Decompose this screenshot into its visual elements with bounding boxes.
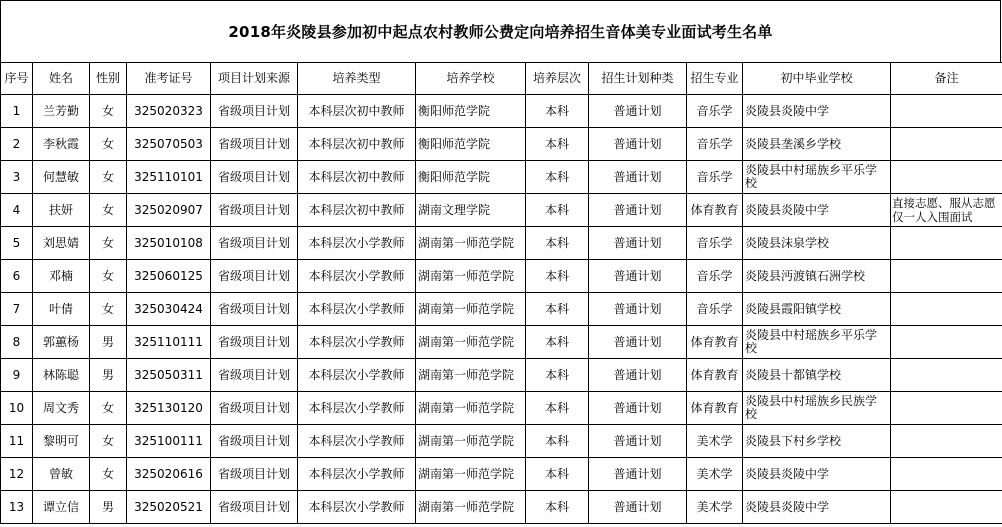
middle-school-cell: 炎陵县炎陵中学 [743,194,891,227]
plan-kind-cell: 普通计划 [589,359,687,392]
name-cell: 何慧敏 [33,161,90,194]
exam-id-cell: 325020323 [127,95,211,128]
major-cell: 美术学 [687,425,743,458]
remarks-cell [891,458,1002,491]
training-type-cell: 本科层次小学教师 [298,491,416,524]
exam-id-cell: 325020521 [127,491,211,524]
plan-source-cell: 省级项目计划 [211,194,298,227]
major-cell: 音乐学 [687,227,743,260]
major-cell: 体育教育 [687,194,743,227]
plan-source-cell: 省级项目计划 [211,326,298,359]
training-type-cell: 本科层次小学教师 [298,425,416,458]
gender-cell: 女 [90,425,127,458]
remarks-cell [891,260,1002,293]
table-row [1,95,1002,128]
gender-cell: 男 [90,326,127,359]
header-cell-exam-id: 准考证号 [127,63,211,95]
table-body [1,95,1002,524]
table-row [1,491,1002,524]
remarks-cell [891,227,1002,260]
middle-school-cell: 炎陵县炎陵中学 [743,95,891,128]
middle-school-cell: 炎陵县中村瑶族乡平乐学校 [743,326,891,359]
table-row [1,161,1002,194]
table-row [1,359,1002,392]
plan-source-cell: 省级项目计划 [211,491,298,524]
exam-id-cell: 325130120 [127,392,211,425]
name-cell: 李秋霞 [33,128,90,161]
gender-cell: 女 [90,227,127,260]
level-cell: 本科 [526,458,589,491]
major-cell: 体育教育 [687,392,743,425]
training-type-cell: 本科层次小学教师 [298,326,416,359]
plan-source-cell: 省级项目计划 [211,161,298,194]
header-cell-level: 培养层次 [526,63,589,95]
middle-school-cell: 炎陵县沫泉学校 [743,227,891,260]
level-cell: 本科 [526,95,589,128]
name-cell: 郭蕙杨 [33,326,90,359]
middle-school-cell: 炎陵县中村瑶族乡民族学校 [743,392,891,425]
gender-cell: 女 [90,95,127,128]
table-row [1,293,1002,326]
remarks-cell [891,326,1002,359]
major-cell: 音乐学 [687,95,743,128]
name-cell: 叶倩 [33,293,90,326]
exam-id-cell: 325110101 [127,161,211,194]
plan-kind-cell: 普通计划 [589,194,687,227]
seq-cell: 9 [1,359,33,392]
header-cell-plan-kind: 招生计划种类 [589,63,687,95]
exam-id-cell: 325100111 [127,425,211,458]
header-cell-training-school: 培养学校 [416,63,526,95]
header-cell-seq: 序号 [1,63,33,95]
level-cell: 本科 [526,128,589,161]
training-type-cell: 本科层次小学教师 [298,458,416,491]
name-cell: 邓楠 [33,260,90,293]
training-type-cell: 本科层次小学教师 [298,227,416,260]
training-type-cell: 本科层次初中教师 [298,95,416,128]
plan-source-cell: 省级项目计划 [211,227,298,260]
plan-source-cell: 省级项目计划 [211,359,298,392]
seq-cell: 4 [1,194,33,227]
training-type-cell: 本科层次初中教师 [298,194,416,227]
gender-cell: 女 [90,128,127,161]
seq-cell: 5 [1,227,33,260]
level-cell: 本科 [526,293,589,326]
training-school-cell: 湖南第一师范学院 [416,260,526,293]
name-cell: 谭立信 [33,491,90,524]
document-title: 2018年炎陵县参加初中起点农村教师公费定向培养招生音体美专业面试考生名单 [0,0,1001,62]
major-cell: 音乐学 [687,161,743,194]
gender-cell: 女 [90,392,127,425]
training-type-cell: 本科层次小学教师 [298,260,416,293]
table-row [1,194,1002,227]
plan-source-cell: 省级项目计划 [211,128,298,161]
training-school-cell: 衡阳师范学院 [416,95,526,128]
seq-cell: 8 [1,326,33,359]
remarks-cell [891,359,1002,392]
seq-cell: 12 [1,458,33,491]
header-cell-remarks: 备注 [891,63,1002,95]
header-cell-name: 姓名 [33,63,90,95]
remarks-cell [891,491,1002,524]
major-cell: 音乐学 [687,293,743,326]
plan-source-cell: 省级项目计划 [211,425,298,458]
training-school-cell: 湖南第一师范学院 [416,293,526,326]
table-row [1,425,1002,458]
plan-kind-cell: 普通计划 [589,491,687,524]
seq-cell: 1 [1,95,33,128]
table-row [1,392,1002,425]
name-cell: 曾敏 [33,458,90,491]
training-school-cell: 湖南第一师范学院 [416,425,526,458]
gender-cell: 男 [90,359,127,392]
training-school-cell: 湖南第一师范学院 [416,491,526,524]
name-cell: 兰芳勤 [33,95,90,128]
middle-school-cell: 炎陵县霞阳镇学校 [743,293,891,326]
plan-kind-cell: 普通计划 [589,458,687,491]
gender-cell: 女 [90,194,127,227]
training-type-cell: 本科层次小学教师 [298,293,416,326]
name-cell: 林陈聪 [33,359,90,392]
exam-id-cell: 325030424 [127,293,211,326]
plan-kind-cell: 普通计划 [589,392,687,425]
plan-source-cell: 省级项目计划 [211,293,298,326]
training-school-cell: 湖南文理学院 [416,194,526,227]
header-cell-gender: 性别 [90,63,127,95]
plan-source-cell: 省级项目计划 [211,392,298,425]
training-school-cell: 湖南第一师范学院 [416,227,526,260]
plan-kind-cell: 普通计划 [589,161,687,194]
table-row [1,458,1002,491]
level-cell: 本科 [526,326,589,359]
gender-cell: 女 [90,161,127,194]
training-school-cell: 衡阳师范学院 [416,161,526,194]
major-cell: 体育教育 [687,359,743,392]
table-row [1,128,1002,161]
name-cell: 刘思婧 [33,227,90,260]
plan-source-cell: 省级项目计划 [211,458,298,491]
header-row [1,63,1002,95]
seq-cell: 2 [1,128,33,161]
header-cell-middle-school: 初中毕业学校 [743,63,891,95]
plan-kind-cell: 普通计划 [589,326,687,359]
training-type-cell: 本科层次小学教师 [298,359,416,392]
seq-cell: 3 [1,161,33,194]
level-cell: 本科 [526,359,589,392]
level-cell: 本科 [526,227,589,260]
remarks-cell [891,392,1002,425]
level-cell: 本科 [526,260,589,293]
level-cell: 本科 [526,392,589,425]
name-cell: 周文秀 [33,392,90,425]
middle-school-cell: 炎陵县沔渡镇石洲学校 [743,260,891,293]
exam-id-cell: 325010108 [127,227,211,260]
seq-cell: 6 [1,260,33,293]
level-cell: 本科 [526,491,589,524]
major-cell: 美术学 [687,491,743,524]
header-cell-training-type: 培养类型 [298,63,416,95]
plan-source-cell: 省级项目计划 [211,95,298,128]
header-cell-plan-source: 项目计划来源 [211,63,298,95]
remarks-cell [891,128,1002,161]
middle-school-cell: 炎陵县炎陵中学 [743,491,891,524]
plan-source-cell: 省级项目计划 [211,260,298,293]
major-cell: 体育教育 [687,326,743,359]
training-school-cell: 湖南第一师范学院 [416,359,526,392]
plan-kind-cell: 普通计划 [589,425,687,458]
level-cell: 本科 [526,425,589,458]
remarks-cell [891,95,1002,128]
middle-school-cell: 炎陵县下村乡学校 [743,425,891,458]
gender-cell: 女 [90,293,127,326]
gender-cell: 女 [90,260,127,293]
plan-kind-cell: 普通计划 [589,128,687,161]
seq-cell: 11 [1,425,33,458]
exam-id-cell: 325110111 [127,326,211,359]
plan-kind-cell: 普通计划 [589,260,687,293]
exam-id-cell: 325070503 [127,128,211,161]
training-type-cell: 本科层次小学教师 [298,392,416,425]
major-cell: 美术学 [687,458,743,491]
remarks-cell [891,293,1002,326]
remarks-cell [891,425,1002,458]
level-cell: 本科 [526,194,589,227]
middle-school-cell: 炎陵县十都镇学校 [743,359,891,392]
remarks-cell: 直接志愿、服从志愿仅一人入围面试 [891,194,1002,227]
name-cell: 扶妍 [33,194,90,227]
table-row [1,227,1002,260]
plan-kind-cell: 普通计划 [589,293,687,326]
gender-cell: 男 [90,491,127,524]
table-row [1,326,1002,359]
seq-cell: 10 [1,392,33,425]
remarks-cell [891,161,1002,194]
seq-cell: 7 [1,293,33,326]
middle-school-cell: 炎陵县垄溪乡学校 [743,128,891,161]
training-school-cell: 湖南第一师范学院 [416,392,526,425]
gender-cell: 女 [90,458,127,491]
middle-school-cell: 炎陵县中村瑶族乡平乐学校 [743,161,891,194]
exam-id-cell: 325050311 [127,359,211,392]
training-school-cell: 衡阳师范学院 [416,128,526,161]
seq-cell: 13 [1,491,33,524]
exam-id-cell: 325020907 [127,194,211,227]
training-type-cell: 本科层次初中教师 [298,161,416,194]
training-school-cell: 湖南第一师范学院 [416,326,526,359]
training-school-cell: 湖南第一师范学院 [416,458,526,491]
major-cell: 音乐学 [687,128,743,161]
training-type-cell: 本科层次初中教师 [298,128,416,161]
level-cell: 本科 [526,161,589,194]
candidate-table [0,62,1002,524]
major-cell: 音乐学 [687,260,743,293]
exam-id-cell: 325020616 [127,458,211,491]
exam-id-cell: 325060125 [127,260,211,293]
plan-kind-cell: 普通计划 [589,227,687,260]
plan-kind-cell: 普通计划 [589,95,687,128]
header-cell-major: 招生专业 [687,63,743,95]
middle-school-cell: 炎陵县炎陵中学 [743,458,891,491]
name-cell: 黎明可 [33,425,90,458]
table-row [1,260,1002,293]
